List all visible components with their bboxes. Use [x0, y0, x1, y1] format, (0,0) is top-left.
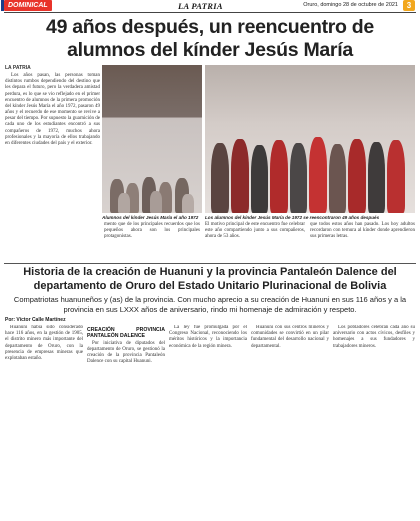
article-paragraph: Huanuni había sido considerado hace 116 años, en la gestión de 1905, el distrito minero más importante del departamento de Oruro, con la presencia de empresas mineras que explotaban estaño.	[5, 325, 83, 362]
article-body-column	[169, 325, 247, 517]
article-paragraph: Por iniciativa de diputados del departamento de Oruro, se gestionó la creación de la provincia Pantaleón Dalence con su capital Huanuni.	[87, 340, 165, 365]
article-headline: 49 años después, un reencuentro de alumnos del kínder Jesús María	[46, 16, 374, 61]
photo-caption: Alumnos del kínder Jesús María el año 1972	[102, 215, 199, 220]
article-byline: Por: Víctor Calle Martínez	[5, 317, 66, 323]
article-paragraph: Los años pasan, las personas toman distintos rumbos dependiendo del destino que les depara el futuro, pero la verdadera amistad perdura, es lo que se vio reflejado en el primer encuentro de alumnos de la primera promoción del kínder Jesús María el año 1972, pasaron 49 años y el recuerdo de ese momento se revive a pesar del tiempo. Por supuesto la guarnición de cada uno de los estudiantes encontró a sus compañeros de 1972, muchos ahora profesionales y la mayoría de ellos trabajando en diferentes ciudades del país y el exterior.	[5, 73, 100, 146]
article-subheadline: Compatriotas huanuneños y (as) de la provincia. Con mucho aprecio a su creación de Huanuni en sus 116 años y a la provincia en sus LXXX años de aniversario, rindo mi homenaje de admiración y respeto.	[13, 295, 407, 314]
article-body-column	[251, 325, 329, 517]
article-headline: Historia de la creación de Huanuni y la provincia Pantaleón Dalence del departamento de Oruro del Estado Unitario Plurinacional de Bolivia	[23, 266, 397, 292]
dateline: Oruro, domingo 28 de octubre de 2021	[303, 2, 398, 8]
article-body-left	[5, 65, 100, 147]
section-brand: DOMINICAL	[4, 0, 52, 11]
article-paragraph: Huanuni con sus centros mineros y comunidades se convirtió en un pilar fundamental del desarrollo nacional y departamental.	[251, 325, 329, 349]
photo-kindergarten-1972	[102, 65, 202, 213]
page-number: 3	[403, 0, 415, 11]
section-divider	[4, 263, 416, 264]
article-paragraph: La ley fue promulgada por el Congreso Nacional, reconociendo los méritos históricos y la importancia económica de la región minera.	[169, 325, 247, 349]
article-body-column	[87, 325, 165, 517]
article-body-column	[5, 325, 83, 517]
page-header	[0, 0, 420, 11]
article-body-column: El motivo principal de este encuentro fue celebrar este año compartiendo junto a sus compañeros, ahora de 53 años.	[205, 222, 305, 240]
header-rule	[4, 12, 416, 13]
photo-reunion	[205, 65, 415, 213]
article-paragraph: Los pobladores celebran cada año su aniversario con actos cívicos, desfiles y homenajes a sus fundadores y trabajadores mineros.	[333, 325, 415, 349]
article-subheading: CREACIÓN PROVINCIA PANTALEÓN DALENCE	[87, 327, 165, 340]
newspaper-masthead: LA PATRIA	[178, 1, 223, 11]
article-body-column	[333, 325, 415, 517]
photo-caption: Los alumnos del kínder Jesús María de 1972 se reencontraron 49 años después	[205, 215, 380, 220]
article-body-column: mento que de los principales recuerdos que los pequeños ahora son los principales protagonistas.	[104, 222, 200, 240]
article-body-column: que todos estos años han pasado. Los hoy adultos recordaron con ternura al kínder donde aprendieron sus primeras letras.	[310, 222, 415, 240]
article-kicker: LA PATRIA	[5, 65, 31, 71]
